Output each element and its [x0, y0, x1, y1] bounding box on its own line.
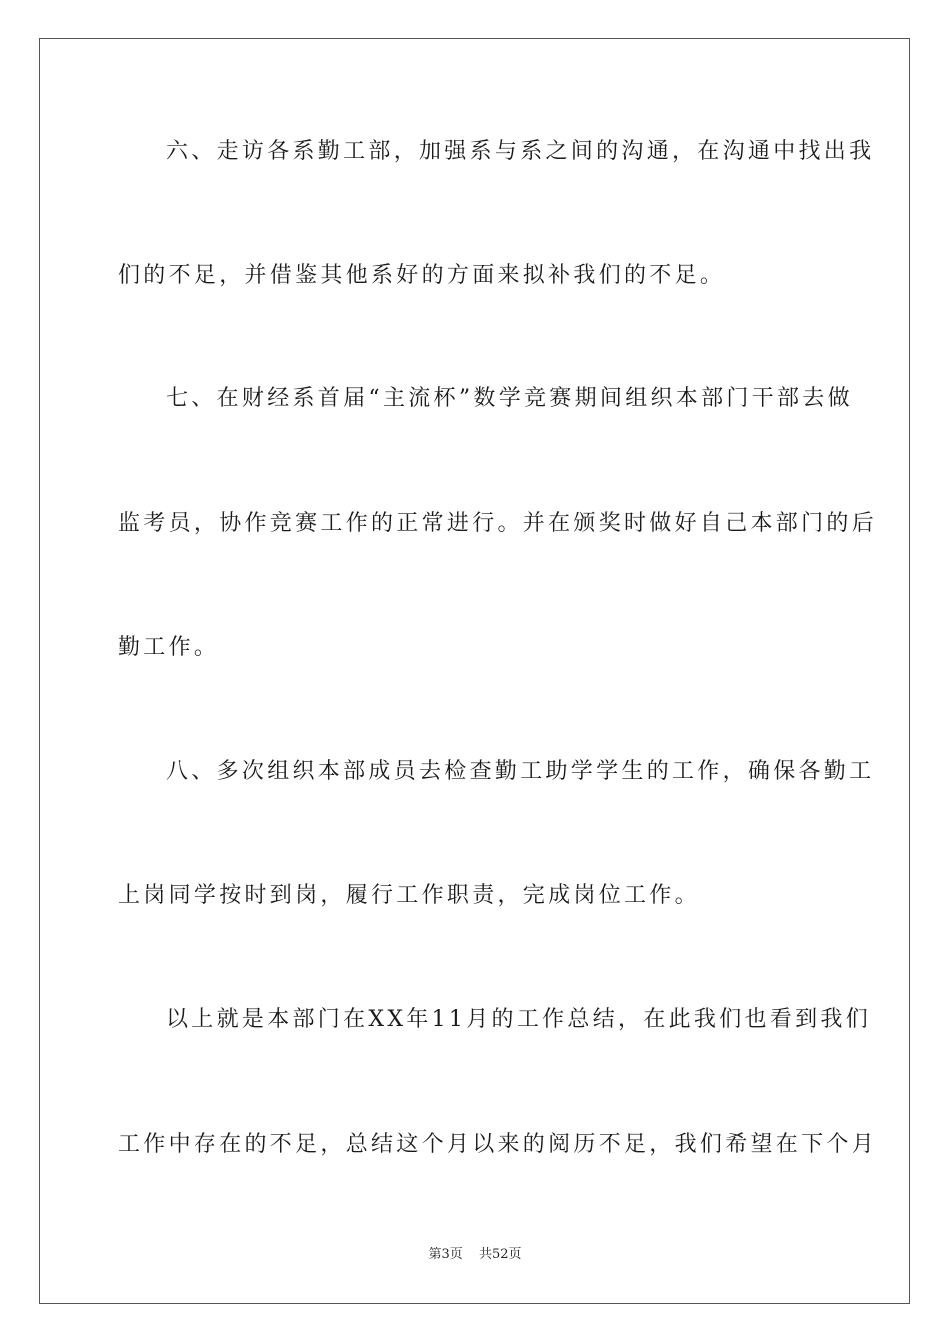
paragraph-8-line-2: 上岗同学按时到岗，履行工作职责，完成岗位工作。	[118, 883, 700, 908]
paragraph-7-line-3: 勤工作。	[118, 635, 220, 660]
paragraph-7-line-2: 监考员，协作竞赛工作的正常进行。并在颁奖时做好自己本部门的后	[118, 511, 878, 536]
summary-line-2: 工作中存在的不足，总结这个月以来的阅历不足，我们希望在下个月	[118, 1132, 878, 1157]
summary-line-1: 以上就是本部门在XX年11月的工作总结，在此我们也看到我们	[166, 1007, 872, 1032]
paragraph-6-line-2: 们的不足，并借鉴其他系好的方面来拟补我们的不足。	[118, 263, 726, 288]
paragraph-8-line-1: 八、多次组织本部成员去检查勤工助学学生的工作，确保各勤工	[166, 759, 875, 784]
page-frame	[39, 38, 910, 1304]
paragraph-6-line-1: 六、走访各系勤工部，加强系与系之间的沟通，在沟通中找出我	[166, 139, 875, 164]
page-footer	[0, 1246, 950, 1264]
page-total: 共52页	[478, 1247, 522, 1262]
page-number: 第3页	[428, 1247, 463, 1262]
paragraph-7-line-1: 七、在财经系首届“主流杯”数学竞赛期间组织本部门干部去做	[166, 386, 853, 411]
